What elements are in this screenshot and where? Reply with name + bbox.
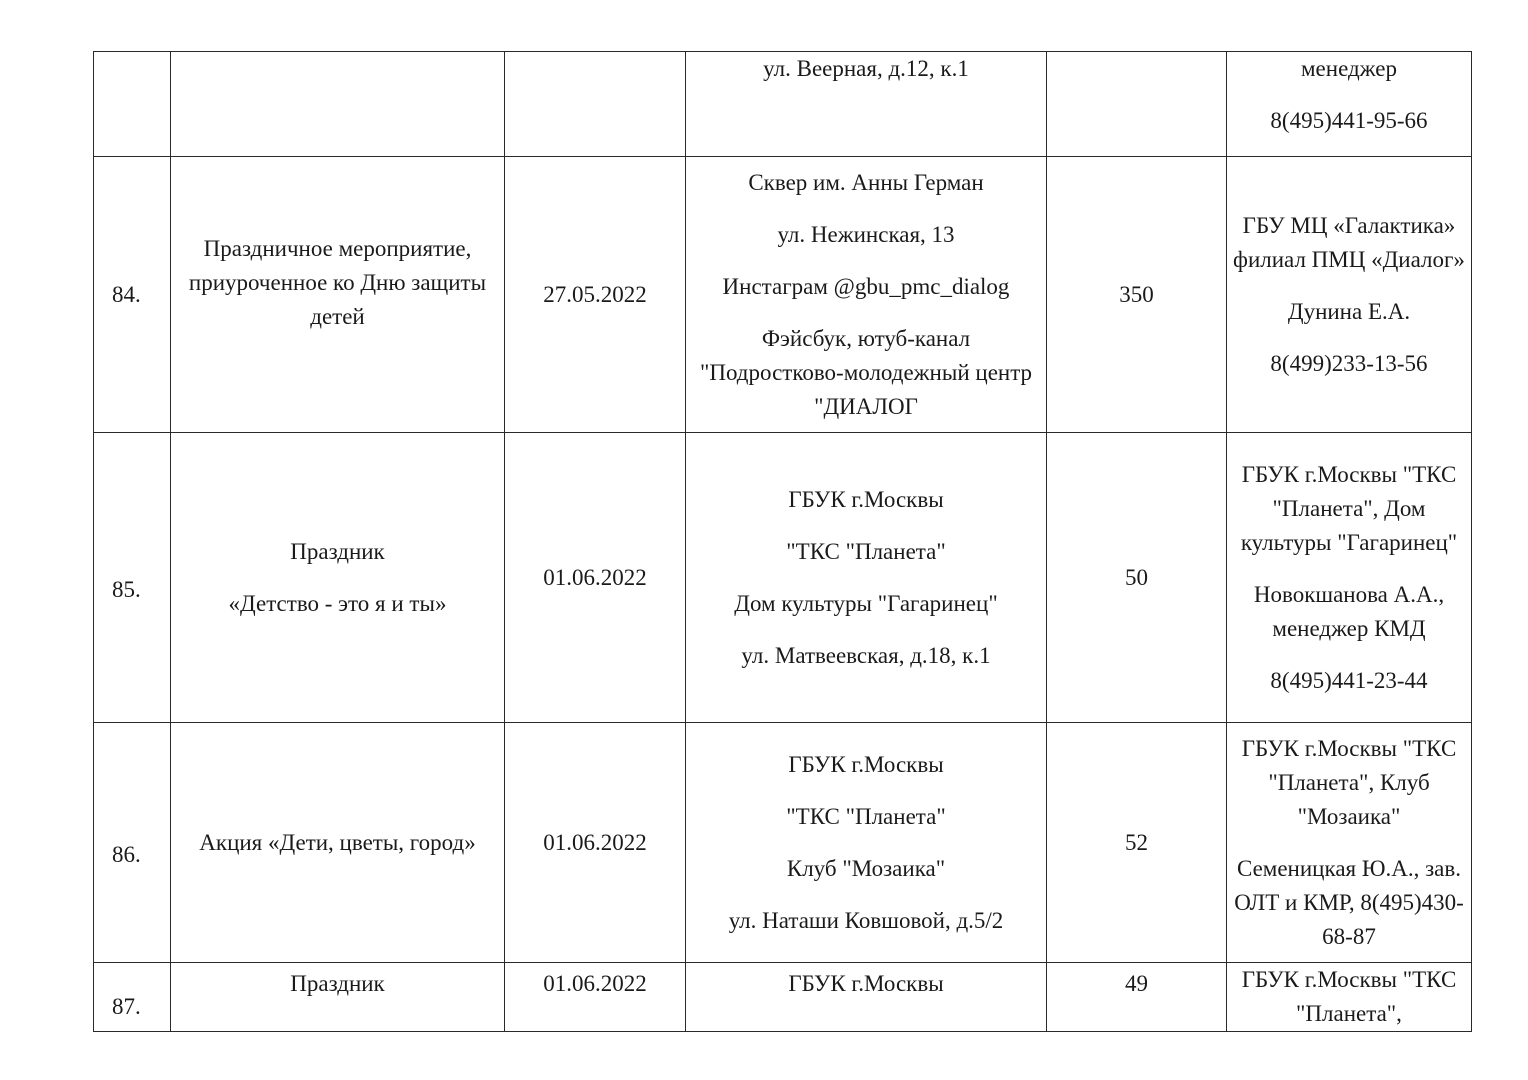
date-cell: 27.05.2022 bbox=[505, 157, 686, 433]
organizer-line: 8(495)441-23-44 bbox=[1270, 667, 1428, 693]
organizer-line: ГБУ МЦ «Галактика» филиал ПМЦ «Диалог» bbox=[1233, 212, 1465, 272]
location-line: "ТКС "Планета" bbox=[786, 538, 946, 564]
organizer-cell bbox=[1227, 52, 1472, 157]
organizer-line: Семеницкая Ю.А., зав. ОЛТ и КМР, 8(495)430-68-87 bbox=[1234, 855, 1464, 949]
event-title: Праздник bbox=[290, 971, 385, 996]
event-title: Акция «Дети, цветы, город» bbox=[199, 829, 476, 855]
location-line: ГБУК г.Москвы bbox=[788, 751, 944, 777]
location-cell bbox=[686, 157, 1047, 433]
organizer-cell bbox=[1227, 433, 1472, 723]
event-cell bbox=[171, 723, 505, 963]
event-title: Праздник bbox=[290, 538, 385, 564]
event-cell bbox=[171, 963, 505, 1032]
location-cell bbox=[686, 723, 1047, 963]
organizer-line: ГБУК г.Москвы "ТКС "Планета", Дом культуры "Гагаринец" bbox=[1240, 461, 1458, 555]
date-cell bbox=[505, 52, 686, 157]
location-line: Сквер им. Анны Герман bbox=[748, 169, 984, 195]
location-line: "ТКС "Планета" bbox=[786, 803, 946, 829]
events-table bbox=[93, 51, 1472, 1032]
attendance-cell bbox=[1047, 52, 1227, 157]
location-line: ул. Наташи Ковшовой, д.5/2 bbox=[728, 907, 1004, 933]
location-line: Дом культуры "Гагаринец" bbox=[734, 590, 998, 616]
event-cell bbox=[171, 52, 505, 157]
date-cell: 01.06.2022 bbox=[505, 723, 686, 963]
location-cell bbox=[686, 433, 1047, 723]
organizer-cell bbox=[1227, 157, 1472, 433]
location-line: ул. Матвеевская, д.18, к.1 bbox=[741, 642, 991, 668]
table-row bbox=[94, 157, 1472, 433]
organizer-cell bbox=[1227, 723, 1472, 963]
row-number bbox=[94, 52, 171, 157]
row-number: 85. bbox=[94, 433, 171, 723]
organizer-line: 8(495)441-95-66 bbox=[1270, 108, 1428, 133]
attendance-cell: 350 bbox=[1047, 157, 1227, 433]
organizer-line: ГБУК г.Москвы "ТКС "Планета", Клуб "Мозаика" bbox=[1241, 735, 1457, 829]
organizer-line: 8(499)233-13-56 bbox=[1270, 350, 1428, 376]
table-row bbox=[94, 52, 1472, 157]
attendance-cell: 52 bbox=[1047, 723, 1227, 963]
row-number: 86. bbox=[94, 723, 171, 963]
attendance-cell: 49 bbox=[1047, 963, 1227, 1032]
organizer-line: ГБУК г.Москвы "ТКС "Планета", bbox=[1241, 967, 1457, 1026]
event-title: «Детство - это я и ты» bbox=[228, 590, 447, 616]
organizer-cell bbox=[1227, 963, 1472, 1032]
attendance-cell: 50 bbox=[1047, 433, 1227, 723]
table-row bbox=[94, 723, 1472, 963]
location-line: ул. Веерная, д.12, к.1 bbox=[763, 56, 969, 81]
location-line: ГБУК г.Москвы bbox=[788, 971, 944, 996]
location-line: ул. Нежинская, 13 bbox=[777, 221, 955, 247]
table-row bbox=[94, 433, 1472, 723]
location-cell bbox=[686, 963, 1047, 1032]
organizer-line: Дунина Е.А. bbox=[1287, 298, 1411, 324]
event-cell bbox=[171, 433, 505, 723]
location-cell bbox=[686, 52, 1047, 157]
location-line: Клуб "Мозаика" bbox=[786, 855, 946, 881]
date-cell: 01.06.2022 bbox=[505, 963, 686, 1032]
location-line: Фэйсбук, ютуб-канал "Подростково-молодежный центр "ДИАЛОГ bbox=[699, 325, 1033, 419]
organizer-line: менеджер bbox=[1301, 56, 1397, 81]
organizer-line: Новокшанова А.А., менеджер КМД bbox=[1253, 581, 1445, 641]
row-number: 84. bbox=[94, 157, 171, 433]
event-cell bbox=[171, 157, 505, 433]
location-line: Инстаграм @gbu_pmc_dialog bbox=[722, 273, 1010, 299]
row-number: 87. bbox=[94, 963, 171, 1032]
date-cell: 01.06.2022 bbox=[505, 433, 686, 723]
table-row bbox=[94, 963, 1472, 1032]
event-title: Праздничное мероприятие, приуроченное ко Дню защиты детей bbox=[188, 235, 487, 329]
location-line: ГБУК г.Москвы bbox=[788, 486, 944, 512]
